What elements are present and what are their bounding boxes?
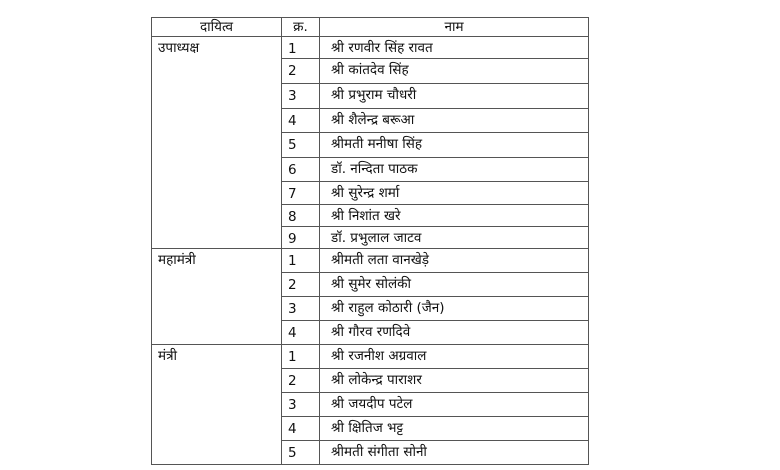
member-name-cell: श्रीमती संगीता सोनी (320, 441, 589, 465)
role-cell: उपाध्यक्ष (152, 37, 282, 249)
serial-number-cell: 5 (282, 441, 320, 465)
member-name-cell: श्री क्षितिज भट्ट (320, 417, 589, 441)
serial-number-cell: 9 (282, 227, 320, 249)
header-number: क्र. (282, 18, 320, 37)
serial-number-cell: 8 (282, 205, 320, 227)
table-row (152, 249, 589, 273)
table-header-row (152, 18, 589, 37)
member-name-cell: श्री राहुल कोठारी (जैन) (320, 297, 589, 321)
member-name-cell: श्री निशांत खरे (320, 205, 589, 227)
serial-number-cell: 6 (282, 158, 320, 182)
serial-number-cell: 2 (282, 369, 320, 393)
serial-number-cell: 1 (282, 37, 320, 59)
serial-number-cell: 7 (282, 182, 320, 205)
member-name-cell: श्री रणवीर सिंह रावत (320, 37, 589, 59)
serial-number-cell: 4 (282, 417, 320, 441)
header-name: नाम (320, 18, 589, 37)
serial-number-cell: 3 (282, 297, 320, 321)
serial-number-cell: 3 (282, 393, 320, 417)
serial-number-cell: 2 (282, 59, 320, 84)
member-name-cell: श्री लोकेन्द्र पाराशर (320, 369, 589, 393)
member-name-cell: श्रीमती मनीषा सिंह (320, 133, 589, 158)
member-name-cell: श्री शैलेन्द्र बरूआ (320, 109, 589, 133)
member-name-cell: डॉ. प्रभुलाल जाटव (320, 227, 589, 249)
role-cell: महामंत्री (152, 249, 282, 345)
table-row (152, 37, 589, 59)
serial-number-cell: 5 (282, 133, 320, 158)
member-name-cell: श्री प्रभुराम चौधरी (320, 84, 589, 109)
member-name-cell: डॉ. नन्दिता पाठक (320, 158, 589, 182)
member-name-cell: श्री जयदीप पटेल (320, 393, 589, 417)
member-name-cell: श्री रजनीश अग्रवाल (320, 345, 589, 369)
member-name-cell: श्री सुरेन्द्र शर्मा (320, 182, 589, 205)
serial-number-cell: 1 (282, 345, 320, 369)
header-role: दायित्व (152, 18, 282, 37)
member-name-cell: श्रीमती लता वानखेड़े (320, 249, 589, 273)
member-name-cell: श्री कांतदेव सिंह (320, 59, 589, 84)
table-row (152, 345, 589, 369)
serial-number-cell: 4 (282, 321, 320, 345)
member-name-cell: श्री गौरव रणदिवे (320, 321, 589, 345)
serial-number-cell: 1 (282, 249, 320, 273)
serial-number-cell: 3 (282, 84, 320, 109)
role-cell: मंत्री (152, 345, 282, 465)
table-body (152, 37, 589, 465)
member-name-cell: श्री सुमेर सोलंकी (320, 273, 589, 297)
serial-number-cell: 4 (282, 109, 320, 133)
office-bearers-table (151, 17, 589, 465)
serial-number-cell: 2 (282, 273, 320, 297)
